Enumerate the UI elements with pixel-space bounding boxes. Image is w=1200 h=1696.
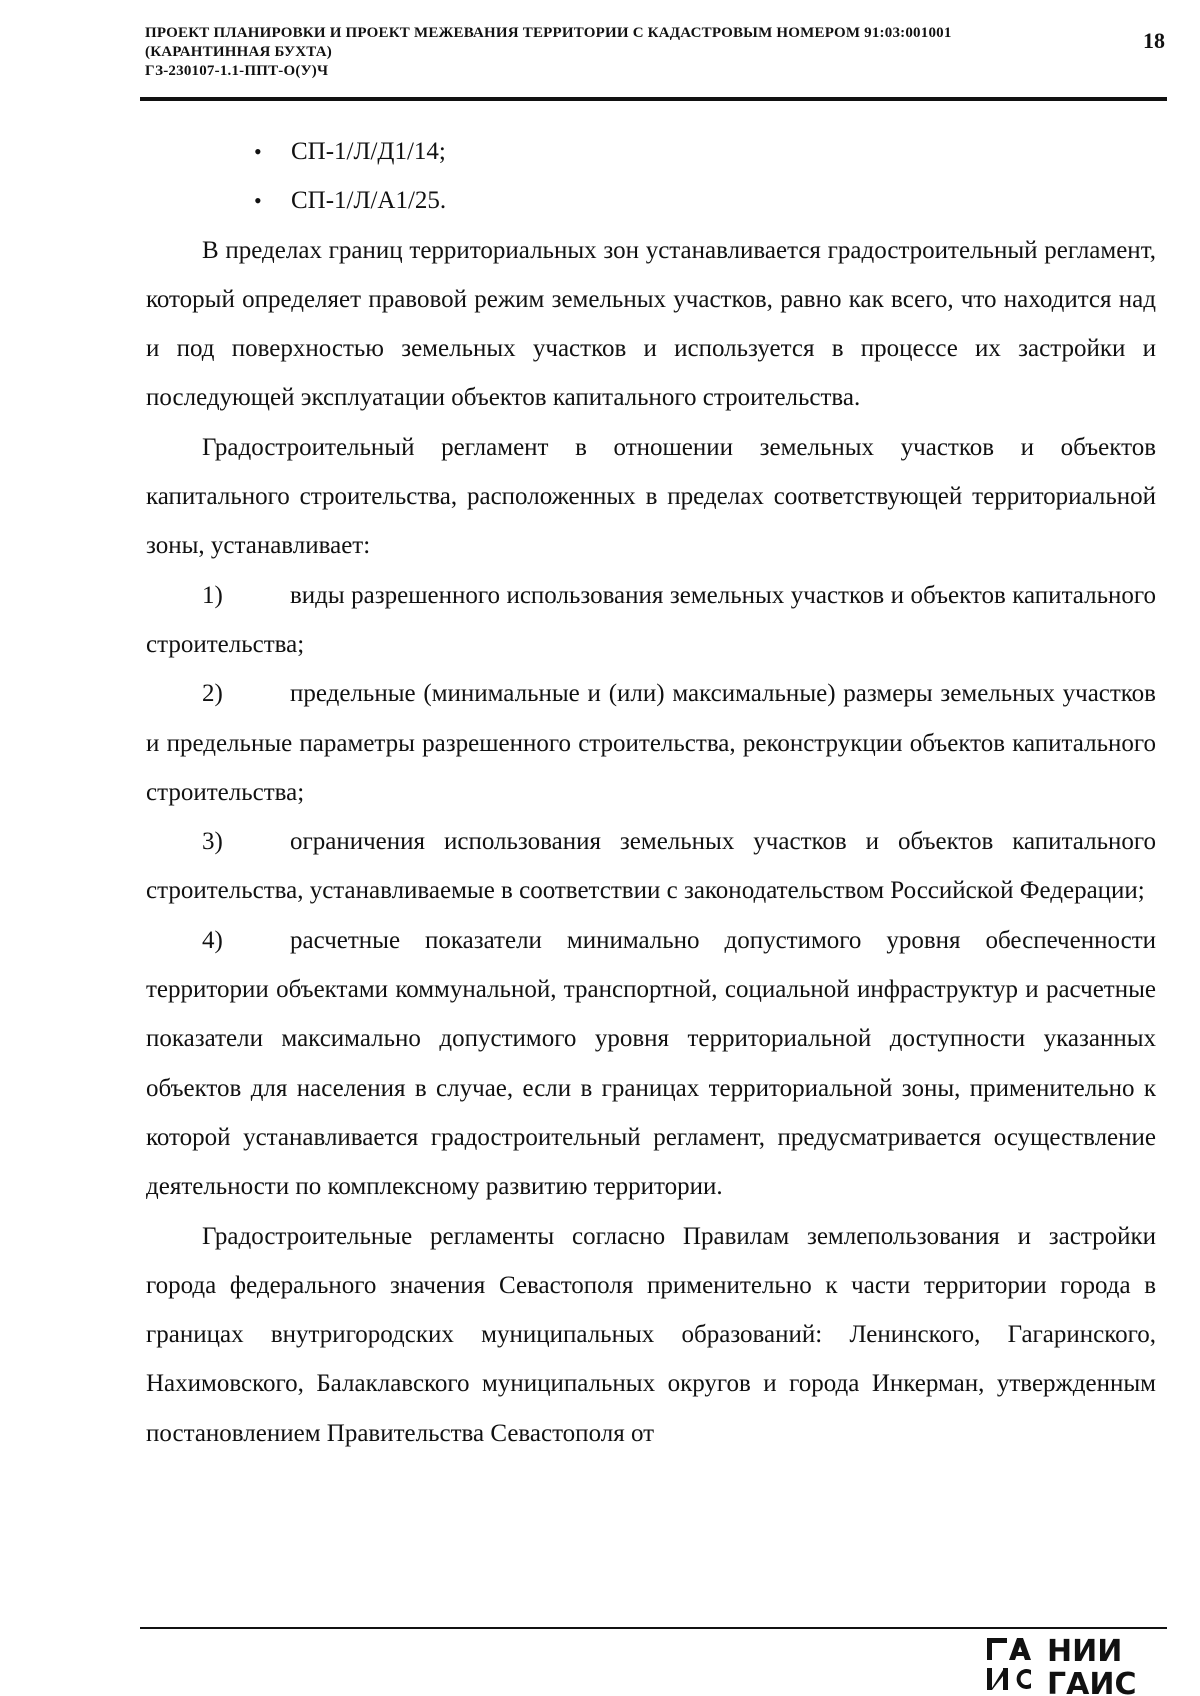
logo-icon	[985, 1632, 1167, 1696]
bullet-icon: •	[254, 188, 262, 214]
paragraph: Градостроительный регламент в отношении земельных участков и объектов капитального строительства, расположенных в пределах соответствующей территориальной зоны, устанавливает:	[146, 433, 1156, 560]
paragraph: Градостроительные регламенты согласно Правилам землепользования и застройки города федерального значения Севастополя применительно к части территории города в границах внутригородских муниципальных образований: Ленинского, Гагаринского, Нахимовского, Балаклавского муниципальных округов и города Инкерман, утвержденным постановлением Правительства Севастополя от	[146, 1222, 1156, 1447]
item-number: 4)	[202, 926, 223, 954]
numbered-item	[146, 669, 1156, 817]
bullet-icon: •	[254, 139, 262, 164]
numbered-item	[146, 571, 1156, 670]
item-text: виды разрешенного использования земельных участков и объектов капитального строительства;	[146, 581, 1156, 658]
page-number: 18	[1143, 28, 1165, 53]
numbered-item	[146, 817, 1156, 916]
page-header	[145, 24, 1165, 98]
logo-line2: ГАИС	[1047, 1667, 1137, 1696]
item-text: расчетные показатели минимально допустимого уровня обеспеченности территории объектами коммунальной, транспортной, социальной инфраструктур и расчетные показатели максимально допустимого уровня территориальной доступности указанных объектов для населения в случае, если в границах территориальной зоны, применительно к которой устанавливается градостроительный регламент, предусматривается осуществление деятельности по комплексному развитию территории.	[146, 926, 1156, 1201]
document-title: ПРОЕКТ ПЛАНИРОВКИ И ПРОЕКТ МЕЖЕВАНИЯ ТЕРРИТОРИИ С КАДАСТРОВЫМ НОМЕРОМ 91:03:001001 (КАРАНТИННАЯ БУХТА) ГЗ-230107-1.1-ППТ-О(У)Ч	[145, 25, 952, 79]
bullet-item	[146, 176, 1156, 225]
item-text: ограничения использования земельных участков и объектов капитального строительства, устанавливаемые в соответствии с законодательством Российской Федерации;	[146, 828, 1156, 905]
document-body	[146, 127, 1156, 1458]
numbered-item	[146, 916, 1156, 1212]
bullet-text: СП-1/Л/Д1/14;	[291, 138, 446, 165]
item-number: 2)	[202, 680, 223, 708]
item-number: 1)	[202, 581, 223, 609]
item-number: 3)	[202, 828, 223, 856]
bullet-item	[146, 127, 1156, 176]
item-text: предельные (минимальные и (или) максимальные) размеры земельных участков и предельные параметры разрешенного строительства, реконструкции объектов капитального строительства;	[146, 680, 1156, 806]
bullet-list	[146, 127, 1156, 226]
footer-divider	[140, 1627, 1167, 1629]
nii-gais-logo	[985, 1632, 1167, 1696]
logo-line1: НИИ	[1047, 1634, 1123, 1669]
paragraph: В пределах границ территориальных зон устанавливается градостроительный регламент, который определяет правовой режим земельных участков, равно как всего, что находится над и под поверхностью земельных участков и используется в процессе их застройки и последующей эксплуатации объектов капитального строительства.	[146, 236, 1156, 412]
bullet-text: СП-1/Л/А1/25.	[291, 187, 447, 215]
header-divider	[140, 97, 1167, 101]
